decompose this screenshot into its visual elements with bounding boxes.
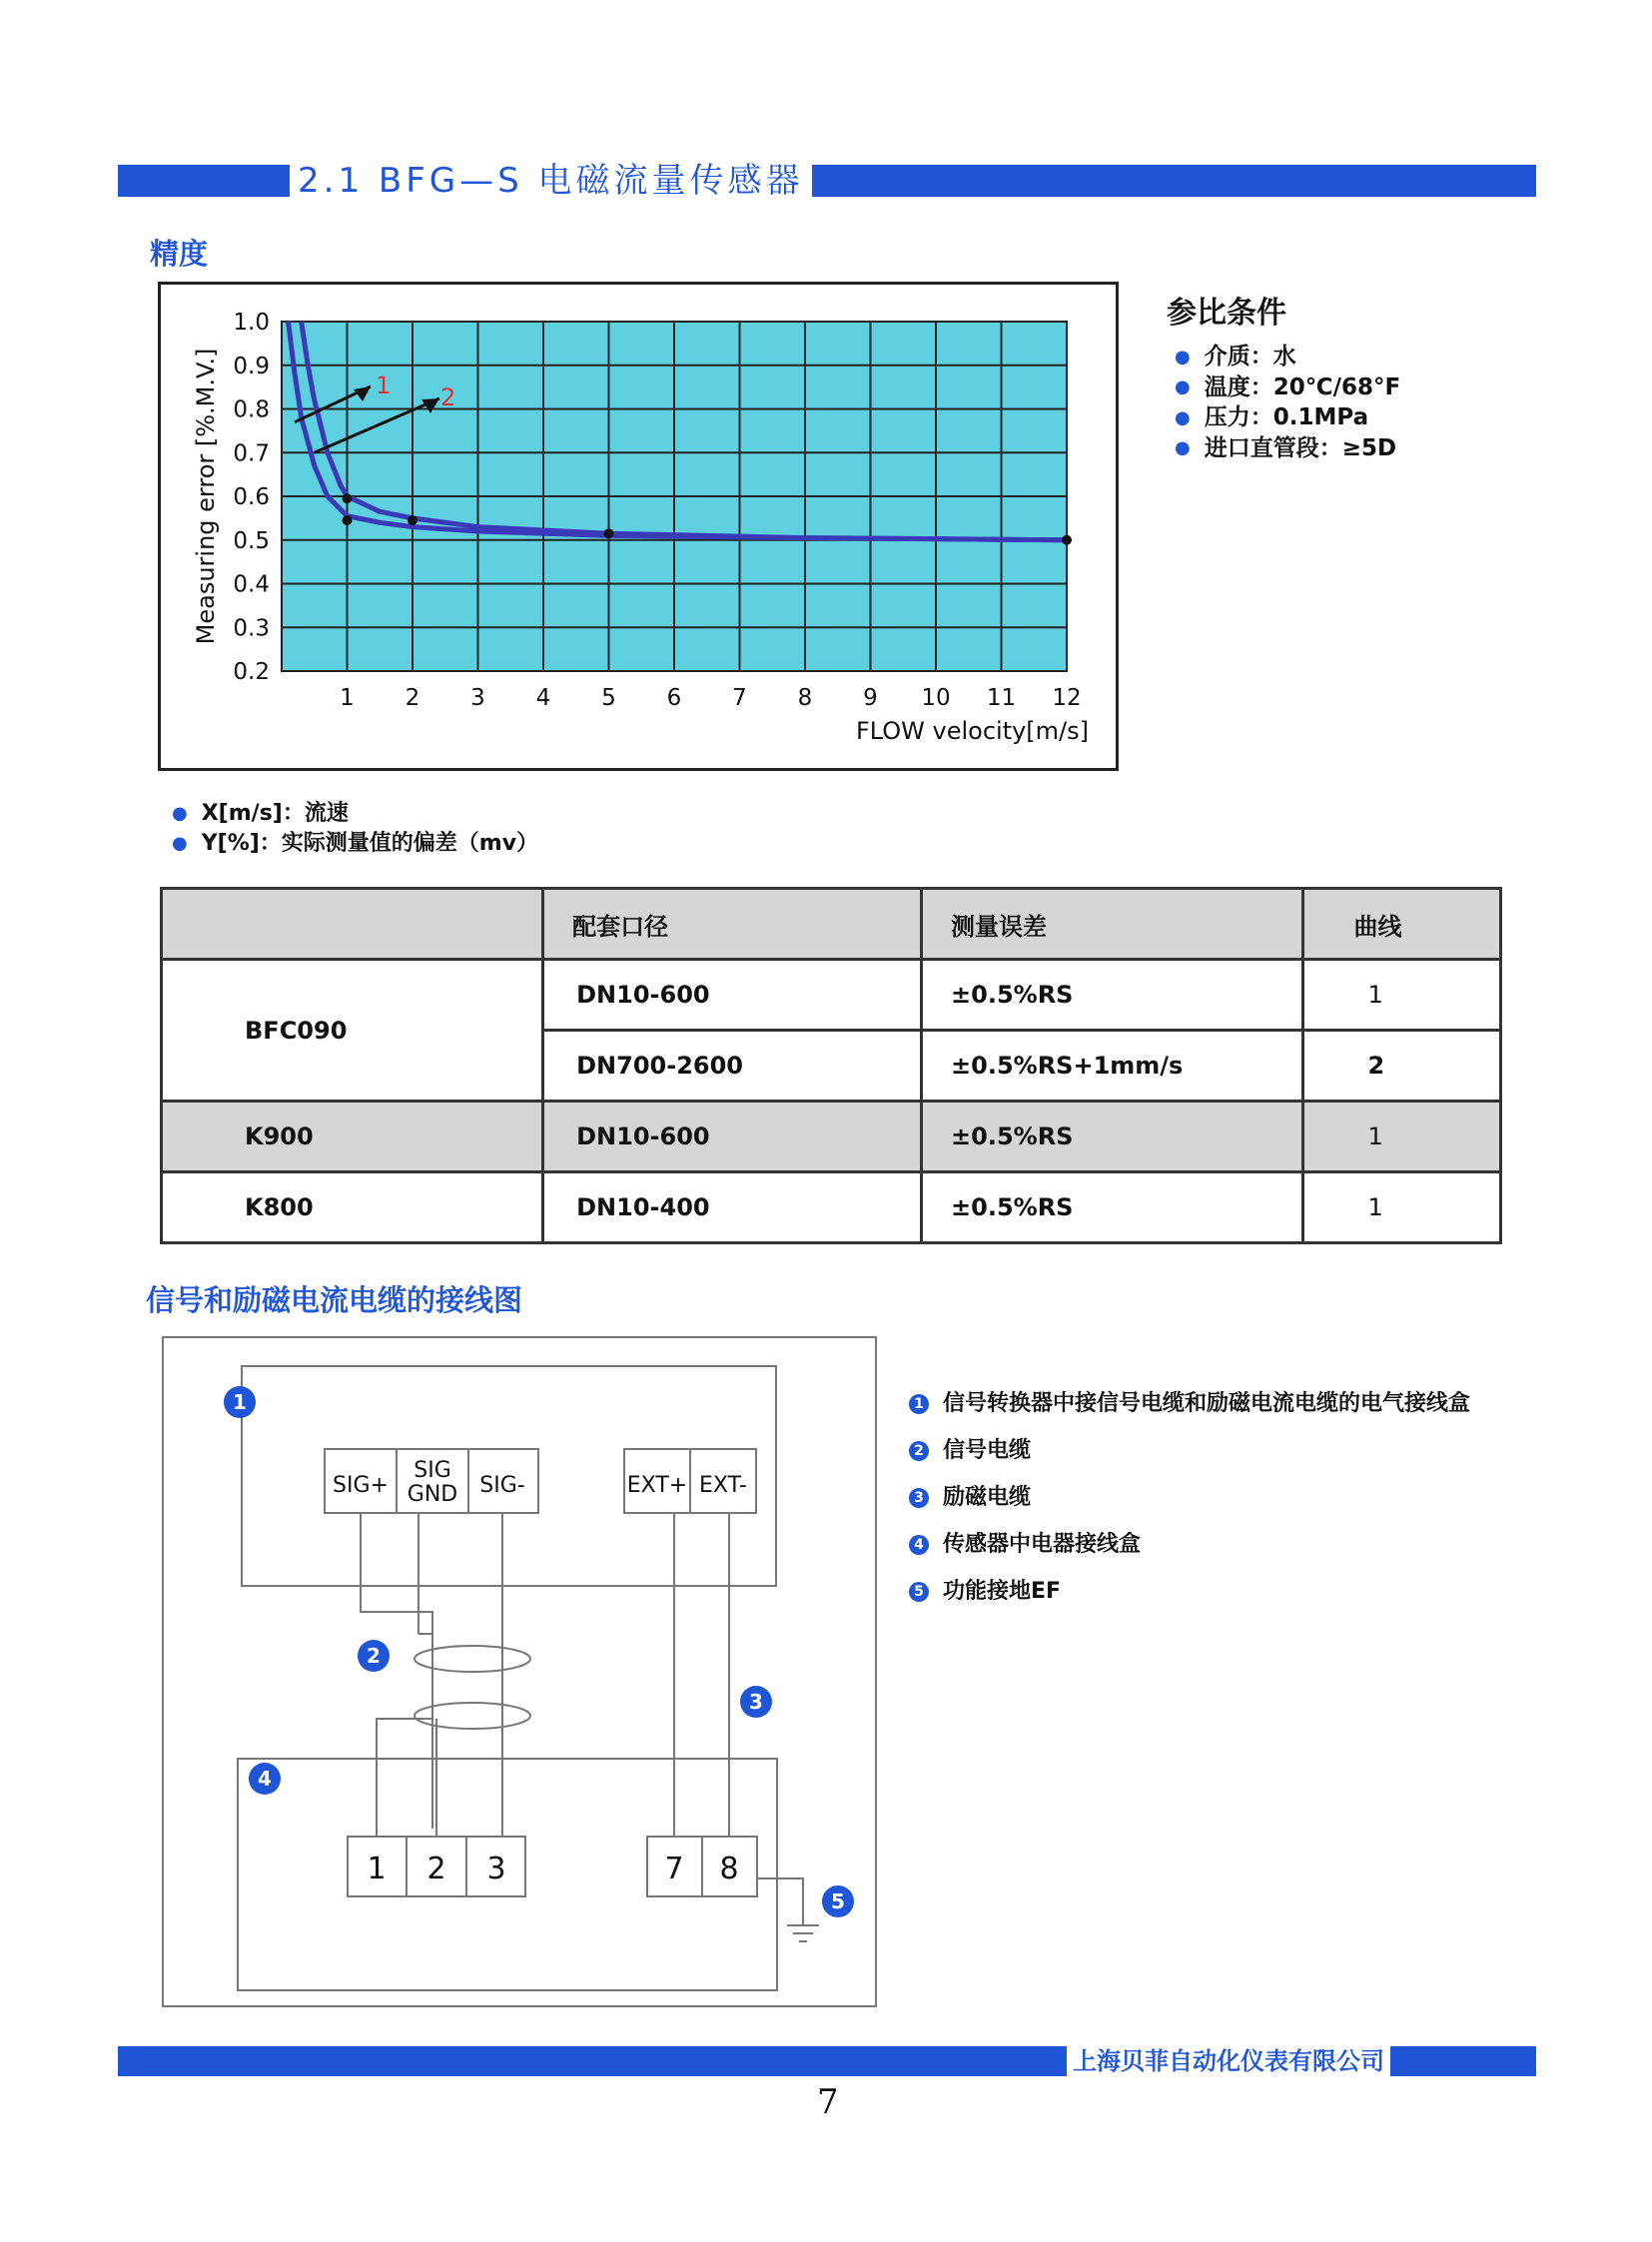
- terminal-ext-plus: EXT+: [626, 1473, 688, 1498]
- callout-5: 5: [831, 1889, 845, 1913]
- x-tick-label: 6: [666, 685, 682, 711]
- terminal-ext-minus: EXT-: [699, 1473, 747, 1498]
- x-axis-title: FLOW velocity[m/s]: [855, 717, 1089, 745]
- y-tick-label: 0.8: [233, 396, 270, 423]
- spec-table: [160, 887, 1502, 1244]
- table-cell-curve: 1: [1302, 1102, 1501, 1172]
- y-tick-label: 0.4: [233, 571, 270, 598]
- table-header-row: [162, 889, 1501, 960]
- sensor-signal-terminals: [348, 1837, 525, 1896]
- x-tick-label: 2: [405, 685, 420, 711]
- terminal-sig-minus: SIG-: [479, 1473, 525, 1498]
- section-title: 2.1 BFG—S 电磁流量传感器: [290, 162, 812, 200]
- arrow-label-2: 2: [440, 383, 456, 411]
- bullet-icon: ●: [172, 803, 188, 824]
- reference-item: ● 进口直管段：≥5D: [1175, 434, 1397, 461]
- terminal-sig-plus: SIG+: [333, 1473, 389, 1498]
- table-cell-curve: 1: [1302, 1172, 1501, 1243]
- callout-2: 2: [367, 1644, 381, 1668]
- x-tick-label: 8: [797, 685, 813, 711]
- table-cell-curve: 2: [1302, 1031, 1501, 1102]
- wiring-heading: 信号和励磁电流电缆的接线图: [146, 1283, 523, 1317]
- reference-title: 参比条件: [1167, 296, 1286, 331]
- table-header: 配套口径: [543, 889, 922, 960]
- callout-badge: 1: [909, 1394, 929, 1414]
- ground-icon: [757, 1878, 819, 1941]
- x-tick-label: 12: [1052, 685, 1082, 711]
- table-cell-error: ±0.5%RS: [922, 1172, 1302, 1243]
- legend-item: 3 励磁电缆: [909, 1474, 1470, 1521]
- callout-badge: 5: [909, 1582, 929, 1602]
- legend-item: 5 功能接地EF: [909, 1568, 1470, 1615]
- wiring-legend: [909, 1380, 1470, 1615]
- y-tick-label: 1.0: [233, 310, 270, 336]
- excitation-cable-wires: [674, 1513, 729, 1837]
- company-name: 上海贝菲自动化仪表有限公司: [1067, 2044, 1390, 2078]
- y-tick-label: 0.6: [233, 484, 270, 510]
- legend-item: 1 信号转换器中接信号电缆和励磁电流电缆的电气接线盒: [909, 1380, 1470, 1427]
- table-row: [162, 1102, 1501, 1172]
- accuracy-heading: 精度: [150, 237, 209, 271]
- terminal-sig-gnd-top: SIG: [413, 1458, 451, 1483]
- axis-note: ● Y[%]：实际测量值的偏差（mv）: [172, 831, 539, 856]
- reference-list: [1175, 342, 1400, 463]
- reference-item: ● 温度：20℃/68°F: [1175, 374, 1401, 400]
- excitation-terminal-block: [624, 1449, 756, 1513]
- y-axis-title: Measuring error [%.M.V.]: [192, 348, 220, 645]
- page-number: 7: [817, 2082, 839, 2122]
- x-tick-label: 4: [535, 685, 551, 711]
- callout-badge: 2: [909, 1441, 929, 1461]
- callout-badge: 3: [909, 1488, 929, 1508]
- data-marker: [343, 515, 353, 525]
- legend-item: 2 信号电缆: [909, 1427, 1470, 1474]
- data-marker: [343, 493, 353, 503]
- callout-4: 4: [258, 1767, 272, 1791]
- x-tick-label: 11: [986, 685, 1017, 711]
- table-header: 测量误差: [922, 889, 1302, 960]
- table-cell-error: ±0.5%RS: [922, 960, 1302, 1031]
- terminal-1: 1: [367, 1852, 387, 1886]
- table-cell-model: K900: [162, 1102, 543, 1172]
- x-tick-label: 3: [470, 685, 485, 711]
- callout-1: 1: [233, 1390, 247, 1414]
- data-marker: [604, 528, 614, 538]
- table-row: [162, 960, 1501, 1031]
- y-tick-label: 0.5: [233, 527, 270, 554]
- axis-note: ● X[m/s]：流速: [172, 801, 349, 826]
- wiring-diagram: [160, 1334, 879, 2023]
- table-cell-size: DN10-600: [543, 1102, 922, 1172]
- terminal-2: 2: [426, 1852, 446, 1886]
- terminal-3: 3: [486, 1852, 506, 1886]
- x-tick-label: 1: [340, 685, 355, 711]
- bullet-icon: ●: [1175, 346, 1191, 368]
- reference-item: ● 压力：0.1MPa: [1175, 404, 1369, 430]
- y-tick-label: 0.3: [233, 615, 270, 642]
- table-row: [162, 1172, 1501, 1243]
- table-cell-size: DN10-600: [543, 960, 922, 1031]
- arrow-label-1: 1: [376, 372, 392, 399]
- table-cell-size: DN700-2600: [543, 1031, 922, 1102]
- reference-item: ● 介质：水: [1175, 344, 1296, 370]
- signal-terminal-block: [325, 1449, 538, 1513]
- accuracy-chart: [158, 282, 1119, 771]
- y-tick-label: 0.7: [233, 440, 270, 467]
- y-tick-label: 0.9: [233, 353, 270, 379]
- axis-notes: [172, 799, 538, 859]
- x-tick-label: 10: [921, 685, 951, 711]
- table-cell-model: K800: [162, 1172, 543, 1243]
- table-cell-size: DN10-400: [543, 1172, 922, 1243]
- terminal-7: 7: [664, 1852, 684, 1886]
- y-tick-label: 0.2: [233, 659, 270, 685]
- signal-cable-wires: [361, 1513, 502, 1837]
- x-tick-label: 7: [732, 685, 747, 711]
- x-tick-label: 5: [601, 685, 616, 711]
- callout-3: 3: [749, 1690, 763, 1714]
- bullet-icon: ●: [172, 833, 188, 854]
- table-cell-curve: 1: [1302, 960, 1501, 1031]
- terminal-8: 8: [719, 1852, 739, 1886]
- table-header: 曲线: [1302, 889, 1501, 960]
- bullet-icon: ●: [1175, 406, 1191, 428]
- bullet-icon: ●: [1175, 437, 1191, 458]
- callout-badge: 4: [909, 1535, 929, 1555]
- x-tick-label: 9: [863, 685, 878, 711]
- sensor-excitation-terminals: [647, 1837, 757, 1896]
- table-cell-error: ±0.5%RS: [922, 1102, 1302, 1172]
- table-cell-error: ±0.5%RS+1mm/s: [922, 1031, 1302, 1102]
- data-marker: [1062, 535, 1072, 545]
- bullet-icon: ●: [1175, 376, 1191, 397]
- legend-item: 4 传感器中电器接线盒: [909, 1521, 1470, 1568]
- table-header: [162, 889, 543, 960]
- data-marker: [408, 515, 417, 525]
- terminal-sig-gnd-bottom: GND: [407, 1482, 458, 1507]
- table-cell-model: BFC090: [162, 960, 543, 1102]
